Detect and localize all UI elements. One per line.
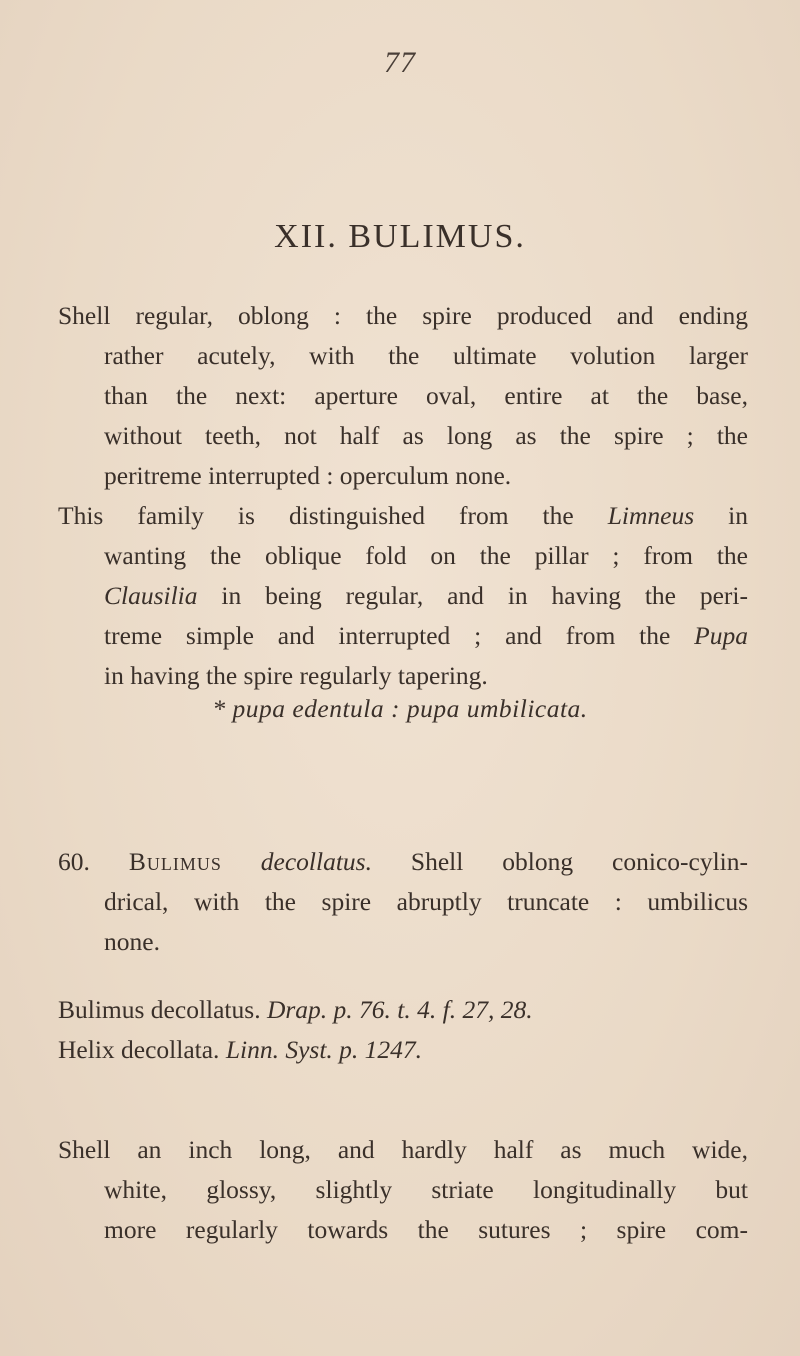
definition-line: rather acutely, with the ultimate volution larger (104, 341, 748, 370)
synonymy (58, 990, 748, 1070)
synonym-line: Bulimus decollatus. Drap. p. 76. t. 4. f. 27, 28. (58, 995, 533, 1024)
description-line: white, glossy, slightly striate longitudinally but (104, 1175, 748, 1204)
definition-line: without teeth, not half as long as the spire ; the (104, 421, 748, 450)
section-title: XII. BULIMUS. (274, 218, 526, 255)
description-line: more regularly towards the sutures ; spire com- (104, 1215, 748, 1244)
species-line: drical, with the spire abruptly truncate : umbilicus (104, 887, 748, 916)
species-line: none. (104, 927, 160, 956)
species-entry (58, 842, 748, 962)
species-heading-line: 60. Bulimus decollatus. Shell oblong conico-cylin- (58, 847, 749, 876)
species-epithet: decollatus. (221, 847, 372, 876)
description-line: Shell an inch long, and hardly half as much wide, (58, 1135, 748, 1164)
genus-distinction (58, 496, 748, 696)
distinction-line: Clausilia in being regular, and in having the peri- (104, 581, 748, 610)
distinction-line: wanting the oblique fold on the pillar ; from the (104, 541, 748, 570)
definition-line: than the next: aperture oval, entire at the base, (104, 381, 748, 410)
page-number: 77 (384, 46, 416, 79)
species-footnote: * pupa edentula : pupa umbilicata. (212, 694, 588, 723)
distinction-line: in having the spire regularly tapering. (104, 661, 488, 690)
shell-description (58, 1130, 748, 1250)
distinction-line: This family is distinguished from the Limneus in (58, 501, 748, 530)
synonym-line: Helix decollata. Linn. Syst. p. 1247. (58, 1035, 423, 1064)
distinction-line: treme simple and interrupted ; and from the Pupa (104, 621, 748, 650)
genus-definition (58, 296, 748, 496)
definition-line: Shell regular, oblong : the spire produced and ending (58, 301, 748, 330)
genus-name: Bulimus (128, 847, 222, 876)
definition-line: peritreme interrupted : operculum none. (104, 461, 512, 490)
